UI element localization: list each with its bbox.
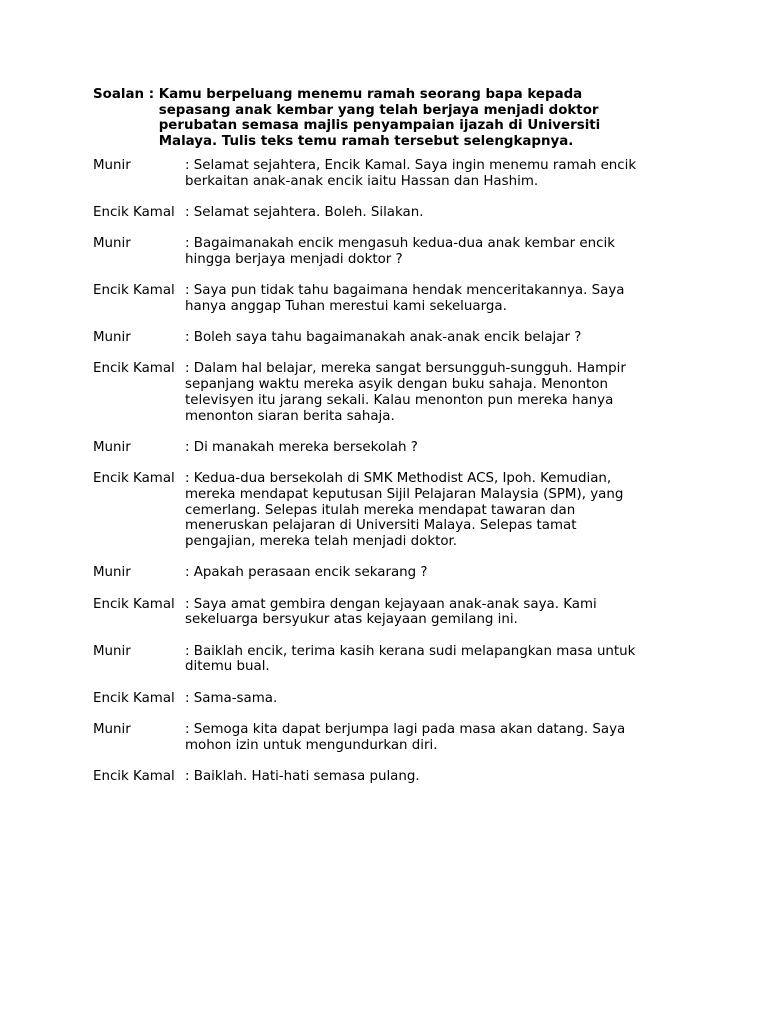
speaker-name: Encik Kamal bbox=[93, 768, 175, 784]
question-line: Kamu berpeluang menemu ramah seorang bapa kepada bbox=[158, 87, 583, 102]
speech-line: hingga berjaya menjadi doktor ? bbox=[185, 251, 403, 267]
speech-line: : Selamat sejahtera. Boleh. Silakan. bbox=[185, 204, 424, 220]
speech-line: meneruskan pelajaran di Universiti Malaya. Selepas tamat bbox=[185, 518, 577, 534]
speech-text bbox=[185, 471, 693, 550]
speaker-name: Munir bbox=[93, 643, 131, 659]
dialog-turn bbox=[93, 769, 693, 785]
speech-text bbox=[185, 330, 693, 346]
speech-line: : Boleh saya tahu bagaimanakah anak-anak encik belajar ? bbox=[185, 330, 582, 346]
speech-line: : Dalam hal belajar, mereka sangat bersungguh-sungguh. Hampir bbox=[185, 361, 626, 377]
speaker-name: Encik Kamal bbox=[93, 283, 175, 299]
speech-text bbox=[185, 565, 693, 581]
speech-text bbox=[185, 597, 693, 628]
dialog-turn bbox=[93, 691, 693, 707]
speech-line: : Di manakah mereka bersekolah ? bbox=[185, 439, 418, 455]
speech-line: : Bagaimanakah encik mengasuh kedua-dua anak kembar encik bbox=[185, 236, 615, 252]
speech-line: : Semoga kita dapat berjumpa lagi pada masa akan datang. Saya bbox=[185, 721, 626, 737]
speaker-name: Encik Kamal bbox=[93, 361, 175, 377]
speech-line: : Apakah perasaan encik sekarang ? bbox=[185, 565, 428, 581]
speech-line: menonton siaran berita sahaja. bbox=[185, 408, 395, 424]
speech-line: berkaitan anak-anak encik iaitu Hassan dan Hashim. bbox=[185, 173, 539, 189]
dialog-turn bbox=[93, 597, 693, 628]
question-line: Malaya. Tulis teks temu ramah tersebut selengkapnya. bbox=[158, 134, 574, 150]
dialog-turn bbox=[93, 236, 693, 267]
speech-text bbox=[185, 283, 693, 314]
dialog-turn bbox=[93, 205, 693, 221]
speech-line: : Saya amat gembira dengan kejayaan anak-anak saya. Kami bbox=[185, 596, 597, 612]
speaker-name: Munir bbox=[93, 330, 131, 346]
question-line: sepasang anak kembar yang telah berjaya menjadi doktor bbox=[158, 102, 599, 118]
speech-line: : Selamat sejahtera, Encik Kamal. Saya ingin menemu ramah encik bbox=[185, 157, 637, 173]
dialog-turn bbox=[93, 471, 693, 550]
speech-line: televisyen itu jarang sekali. Kalau menonton pun mereka hanya bbox=[185, 392, 614, 408]
speech-line: cemerlang. Selepas itulah mereka mendapat tawaran dan bbox=[185, 502, 576, 518]
speaker-name: Munir bbox=[93, 439, 131, 455]
speech-line: sepanjang waktu mereka asyik dengan buku sahaja. Menonton bbox=[185, 377, 608, 393]
speaker-name: Encik Kamal bbox=[93, 471, 175, 487]
dialog-turn bbox=[93, 361, 693, 424]
dialog-turn bbox=[93, 158, 693, 189]
dialog-turn bbox=[93, 565, 693, 581]
speech-text bbox=[185, 205, 693, 221]
document-page bbox=[93, 87, 693, 800]
dialog-turn bbox=[93, 644, 693, 675]
speech-line: : Baiklah. Hati-hati semasa pulang. bbox=[185, 768, 420, 784]
speaker-name: Encik Kamal bbox=[93, 204, 175, 220]
speech-line: : Kedua-dua bersekolah di SMK Methodist ACS, Ipoh. Kemudian, bbox=[185, 471, 612, 487]
question-label: Soalan : bbox=[93, 87, 159, 102]
speaker-name: Munir bbox=[93, 565, 131, 581]
speech-text bbox=[185, 769, 693, 785]
speech-text bbox=[185, 722, 693, 753]
speech-line: sekeluarga bersyukur atas kejayaan gemilang ini. bbox=[185, 612, 518, 628]
dialog-turn bbox=[93, 440, 693, 456]
speech-text bbox=[185, 158, 693, 189]
dialog-turn bbox=[93, 283, 693, 314]
speech-text bbox=[185, 361, 693, 424]
speech-line: hanya anggap Tuhan merestui kami sekeluarga. bbox=[185, 298, 507, 314]
dialog-turn bbox=[93, 722, 693, 753]
speech-line: mohon izin untuk mengundurkan diri. bbox=[185, 737, 438, 753]
speaker-name: Munir bbox=[93, 721, 131, 737]
speech-line: ditemu bual. bbox=[185, 659, 270, 675]
speech-text bbox=[185, 236, 693, 267]
question-block bbox=[93, 87, 693, 150]
speaker-name: Munir bbox=[93, 236, 131, 252]
speaker-name: Encik Kamal bbox=[93, 690, 175, 706]
interview-dialog bbox=[93, 158, 693, 785]
speech-text bbox=[185, 644, 693, 675]
speech-line: pengajian, mereka telah menjadi doktor. bbox=[185, 533, 458, 549]
question-text bbox=[159, 87, 693, 150]
speaker-name: Munir bbox=[93, 157, 131, 173]
dialog-turn bbox=[93, 330, 693, 346]
question-line: perubatan semasa majlis penyampaian ijazah di Universiti bbox=[158, 118, 601, 134]
speech-line: : Saya pun tidak tahu bagaimana hendak menceritakannya. Saya bbox=[185, 283, 625, 299]
speech-text bbox=[185, 691, 693, 707]
speaker-name: Encik Kamal bbox=[93, 596, 175, 612]
speech-text bbox=[185, 440, 693, 456]
speech-line: : Baiklah encik, terima kasih kerana sudi melapangkan masa untuk bbox=[185, 643, 636, 659]
speech-line: : Sama-sama. bbox=[185, 690, 278, 706]
speech-line: mereka mendapat keputusan Sijil Pelajaran Malaysia (SPM), yang bbox=[185, 486, 624, 502]
